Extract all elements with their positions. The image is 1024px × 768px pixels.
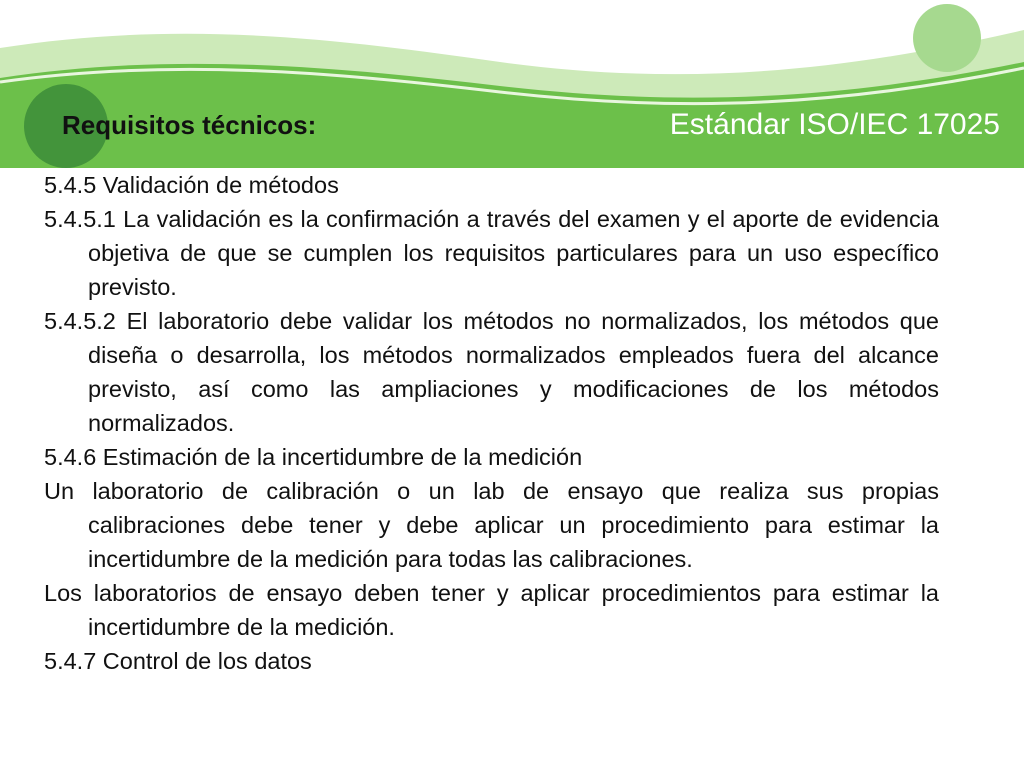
paragraph-ensayo: Los laboratorios de ensayo deben tener y aplicar procedimientos para estimar la incertidumbre de la medición. xyxy=(44,580,939,640)
heading-5-4-6: 5.4.6 Estimación de la incertidumbre de la medición xyxy=(44,444,583,470)
heading-5-4-5: 5.4.5 Validación de métodos xyxy=(44,172,339,198)
paragraph-calibracion: Un laboratorio de calibración o un lab de ensayo que realiza sus propias calibraciones debe tener y debe aplicar un procedimiento para estimar la incertidumbre de la medición para todas las calibraciones. xyxy=(44,478,939,572)
heading-5-4-7: 5.4.7 Control de los datos xyxy=(44,648,312,674)
paragraph-5-4-5-1: 5.4.5.1 La validación es la confirmación a través del examen y el aporte de evidencia objetiva de que se cumplen los requisitos particulares para un uso específico previsto. xyxy=(44,206,939,300)
paragraph-5-4-5-2: 5.4.5.2 El laboratorio debe validar los métodos no normalizados, los métodos que diseña o desarrolla, los métodos normalizados empleados fuera del alcance previsto, así como las ampliaciones y modificaciones de los métodos normalizados. xyxy=(44,308,939,436)
standard-title: Estándar ISO/IEC 17025 xyxy=(669,108,1000,141)
slide-content xyxy=(44,168,939,678)
section-title: Requisitos técnicos: xyxy=(62,110,317,140)
light-circle-decoration xyxy=(913,4,981,72)
